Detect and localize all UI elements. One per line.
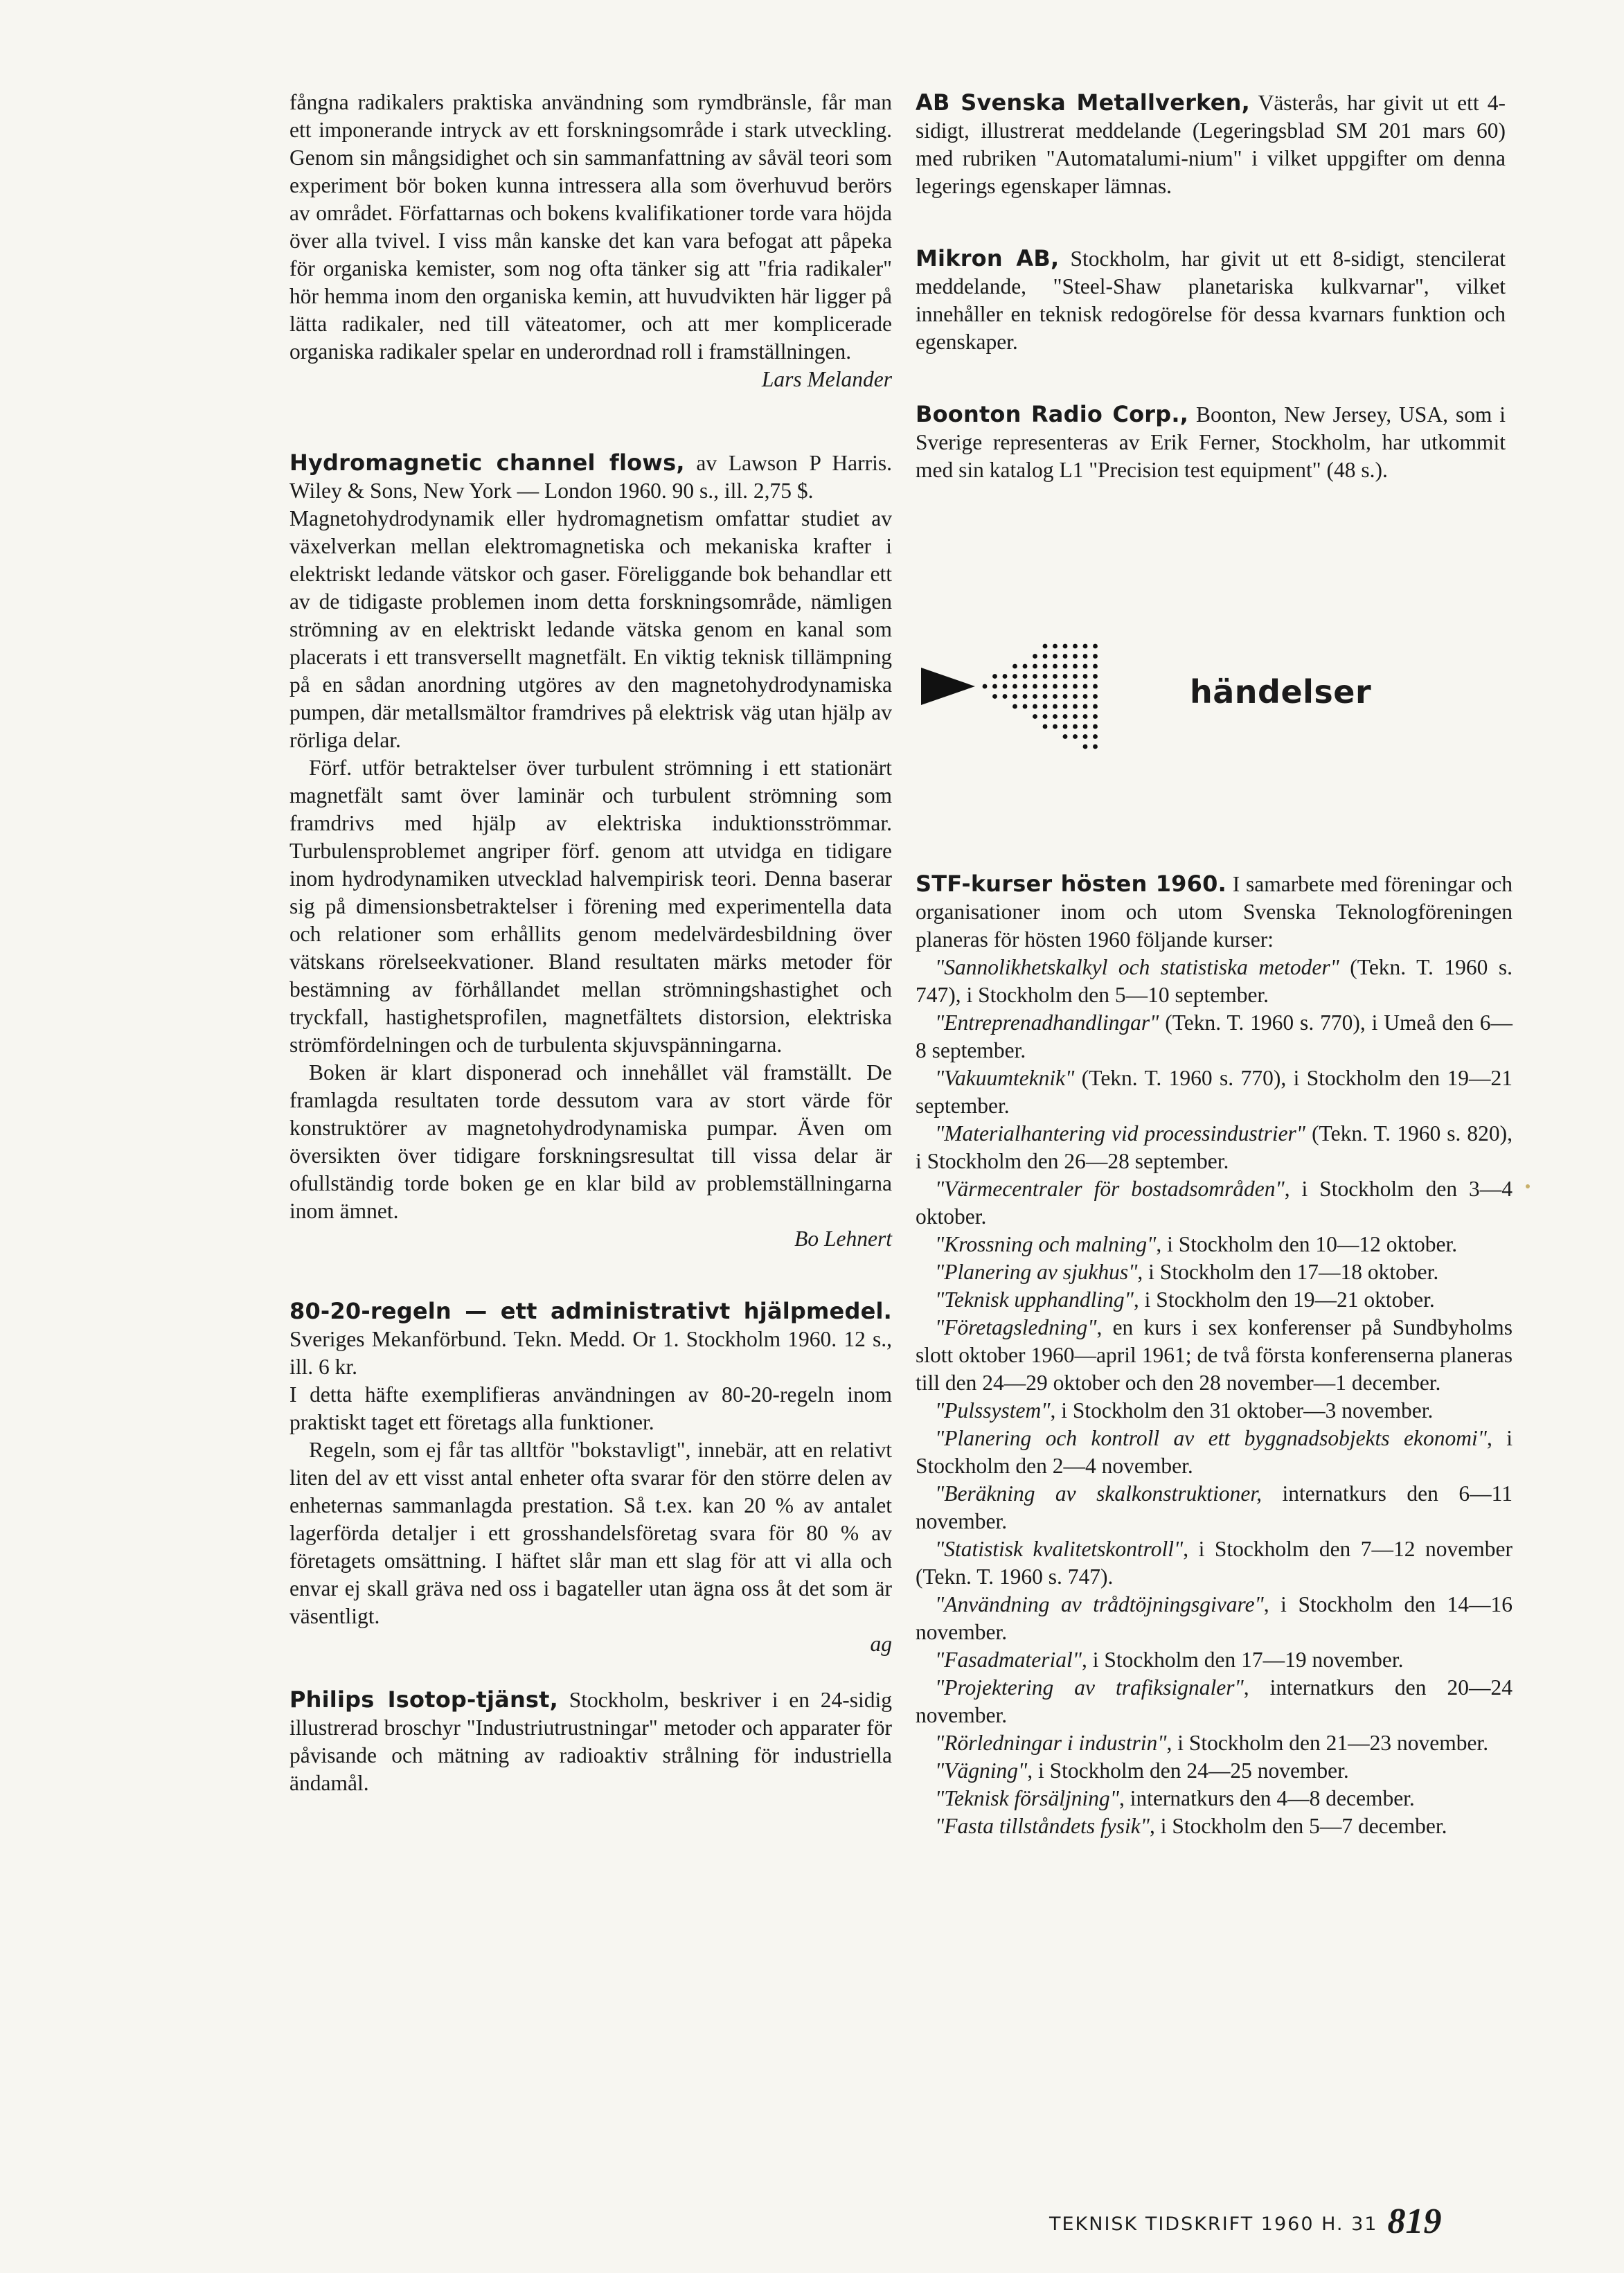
dot-mark [1063, 674, 1068, 679]
dot-mark [1053, 674, 1058, 679]
notice-text: Stockholm, beskriver i en 24-sidig illustrerad broschyr "Industriutrustningar" metoder och apparater för påvisande och mätning av radioaktiv strålning för industriella ändamål. [289, 1688, 893, 1795]
dot-mark [1023, 694, 1028, 699]
dot-mark [1063, 724, 1068, 729]
course-item [916, 1258, 1513, 1286]
course-list [916, 954, 1513, 1840]
review-signature: ag [870, 1632, 892, 1656]
dot-mark [1073, 724, 1078, 729]
right-column [916, 89, 1506, 484]
review-biblio: Sveriges Mekanförbund. Tekn. Medd. Or 1. Stockholm 1960. 12 s., ill. 6 kr. [289, 1327, 892, 1379]
page-number: 819 [1387, 2202, 1442, 2241]
course-item [916, 954, 1513, 1009]
course-details: (Tekn. T. 1960 s. 770), i Stockholm den 19—21 september. [916, 1066, 1513, 1118]
dot-mark [1053, 664, 1058, 669]
courses-title: STF-kurser hösten 1960. [916, 871, 1226, 897]
course-item [916, 1591, 1513, 1646]
dot-mark [1023, 674, 1028, 679]
dot-mark [1083, 654, 1088, 659]
course-name: "Sannolikhetskalkyl och statistiska metoder" [935, 955, 1339, 979]
course-details: , i Stockholm den 21—23 november. [1166, 1731, 1489, 1755]
dot-mark [1033, 684, 1037, 689]
course-item [916, 1785, 1513, 1812]
course-item [916, 1757, 1513, 1785]
notice-ab-metallverken [916, 89, 1506, 200]
dot-mark [1053, 714, 1058, 719]
dot-mark [1083, 694, 1088, 699]
review-hydromagnetic [289, 449, 892, 505]
dot-mark [992, 684, 997, 689]
dot-mark [1053, 684, 1058, 689]
dot-mark [1093, 745, 1098, 749]
course-name: "Vakuumteknik" [935, 1066, 1075, 1090]
course-item [916, 1314, 1513, 1397]
dot-mark [1083, 684, 1088, 689]
course-details: , i Stockholm den 17—19 november. [1081, 1648, 1404, 1672]
dot-mark [1093, 644, 1098, 649]
dot-mark [1003, 694, 1008, 699]
dot-mark [1043, 664, 1048, 669]
journal-issue: TEKNISK TIDSKRIFT 1960 H. 31 [1049, 2213, 1378, 2235]
dot-mark [992, 674, 997, 679]
dot-mark [1043, 674, 1048, 679]
dot-mark [1073, 684, 1078, 689]
dot-mark [1053, 644, 1058, 649]
dot-mark [1012, 674, 1017, 679]
course-item [916, 1397, 1513, 1425]
dot-mark [1012, 664, 1017, 669]
dot-mark [1003, 674, 1008, 679]
dot-mark [1093, 704, 1098, 709]
dot-mark [1012, 694, 1017, 699]
dot-mark [1043, 714, 1048, 719]
review-paragraph: Förf. utför betraktelser över turbulent strömning i ett stationärt magnetfält samt över laminär och turbulent strömning som framdrivs med hjälp av elektriska induktionsströmmar. Turbulensproblemet angriper förf. genom att utvidga en tidigare inom hydrodynamiken utvecklad halvempirisk teori. Denna baserar sig på dimensionsbetraktelser i förening med experimentella data och relationer som erhållits genom medelvärdesbildning över vätskans rörelseekvationer. Bland resultaten märks metoder för bestämning av förhållandet mellan strömningshastighet och tryckfall, hastighetsprofilen, magnetfältets distorsion, elektriska strömfördelningen och de turbulenta skjuvspänningarna. [289, 756, 892, 1057]
dot-mark [1033, 654, 1037, 659]
dot-mark [1093, 684, 1098, 689]
dot-mark [1093, 724, 1098, 729]
course-details: (Tekn. T. 1960 s. 820), i Stockholm den 26—28 september. [916, 1121, 1513, 1173]
course-details: , i Stockholm den 14—16 november. [916, 1592, 1513, 1644]
course-name: "Teknisk försäljning" [935, 1786, 1119, 1810]
dot-mark [1053, 694, 1058, 699]
arrow-dots-icon [921, 643, 1184, 754]
dot-mark [1063, 704, 1068, 709]
notice-text: Stockholm, har givit ut ett 8-sidigt, stencilerat meddelande, "Steel-Shaw planetariska kulkvarnar", vilket innehåller en teknisk redogörelse för dessa kvarnars funktion och egenskaper. [916, 247, 1506, 354]
courses-section [916, 870, 1513, 1840]
course-name: "Pulssystem" [935, 1398, 1051, 1423]
dot-mark [1053, 704, 1058, 709]
dot-mark [1012, 684, 1017, 689]
course-item [916, 1286, 1513, 1314]
dot-mark [1063, 654, 1068, 659]
notice-title: AB Svenska Metallverken, [916, 89, 1250, 116]
dot-mark [1063, 694, 1068, 699]
print-speck [1526, 1184, 1530, 1188]
review-paragraph: Regeln, som ej får tas alltför "bokstavligt", innebär, att en relativt liten del av ett visst antal enheter ofta svarar för den större delen av enheternas sammanlagda prestation. Så t.ex. kan 20 % av antalet lagerförda detaljer i ett grosshandelsföretag svara för 80 % av företagets omsättning. I häftet slår man ett slag för att vi alla och envar ej skall gräva ned oss i bagateller utan ägna oss åt det som är väsentligt. [289, 1438, 892, 1628]
course-item [916, 1175, 1513, 1231]
dot-mark [1063, 664, 1068, 669]
dot-mark [1043, 644, 1048, 649]
dot-mark [1053, 654, 1058, 659]
dot-mark [1083, 674, 1088, 679]
review-paragraph: Boken är klart disponerad och innehållet väl framställt. De framlagda resultaten torde dessutom vara av stort värde för konstruktörer av magnetohydrodynamiska pumpar. Även om översikten över tidigare forskningsresultat till vissa delar är ofullständig torde boken ge en klar bild av problemställningarna inom ämnet. [289, 1060, 892, 1223]
dot-mark [1023, 664, 1028, 669]
course-details: , internatkurs den 4—8 december. [1118, 1786, 1415, 1810]
course-name: "Användning av trådtöjningsgivare" [935, 1592, 1264, 1616]
dot-mark [1073, 694, 1078, 699]
dot-mark [1063, 684, 1068, 689]
section-title: händelser [1190, 673, 1372, 711]
dot-mark [1043, 684, 1048, 689]
notice-title: Boonton Radio Corp., [916, 401, 1189, 427]
course-name: "Värmecentraler för bostadsområden" [935, 1177, 1285, 1201]
courses-intro [916, 870, 1513, 954]
review-biblio: av Lawson P Harris. Wiley & Sons, New York — London 1960. 90 s., ill. 2,75 $. [289, 451, 893, 503]
dot-mark [1073, 654, 1078, 659]
dot-mark [1073, 674, 1078, 679]
course-item [916, 1535, 1513, 1591]
dot-mark [1083, 714, 1088, 719]
course-details: (Tekn. T. 1960 s. 770), i Umeå den 6—8 september. [916, 1010, 1513, 1062]
course-details: , i Stockholm den 5—7 december. [1149, 1814, 1447, 1838]
dot-mark [1093, 674, 1098, 679]
intro-signature: Lars Melander [761, 367, 892, 391]
course-name: "Planering av sjukhus" [935, 1260, 1138, 1284]
dot-mark [1093, 664, 1098, 669]
course-item [916, 1729, 1513, 1757]
dot-mark [1083, 704, 1088, 709]
dot-mark [1023, 684, 1028, 689]
course-details: , i Stockholm den 7—12 november (Tekn. T. 1960 s. 747). [916, 1537, 1513, 1589]
dot-mark [1003, 684, 1008, 689]
course-name: "Planering och kontroll av ett byggnadsobjekts ekonomi" [935, 1426, 1487, 1450]
course-details: , internatkurs den 20—24 november. [916, 1675, 1513, 1727]
dot-mark [1043, 694, 1048, 699]
dot-mark [1063, 734, 1068, 739]
notice-title: Philips Isotop-tjänst, [289, 1686, 559, 1713]
dot-mark [1073, 664, 1078, 669]
course-details: , i Stockholm den 17—18 oktober. [1137, 1260, 1439, 1284]
course-name: "Entreprenadhandlingar" [935, 1010, 1159, 1035]
dot-mark [1083, 734, 1088, 739]
course-item [916, 1064, 1513, 1120]
dot-mark [1083, 644, 1088, 649]
review-paragraph: I detta häfte exemplifieras användningen av 80-20-regeln inom praktiskt taget ett företags alla funktioner. [289, 1382, 892, 1434]
course-item [916, 1009, 1513, 1064]
dot-mark [1073, 704, 1078, 709]
course-details: , i Stockholm den 31 oktober—3 november. [1050, 1398, 1434, 1423]
review-title: Hydromagnetic channel flows, [289, 449, 685, 476]
course-name: "Fasadmaterial" [935, 1648, 1082, 1672]
course-details: internatkurs den 6—11 november. [916, 1481, 1513, 1533]
dot-mark [1073, 714, 1078, 719]
dot-mark [1083, 664, 1088, 669]
courses-intro-text: I samarbete med föreningar och organisationer inom och utom Svenska Teknologföreningen planeras för hösten 1960 följande kurser: [916, 872, 1513, 952]
course-item [916, 1646, 1513, 1674]
left-column [289, 89, 892, 1797]
course-details: , i Stockholm den 19—21 oktober. [1133, 1287, 1435, 1312]
course-item [916, 1812, 1513, 1840]
review-8020 [289, 1297, 892, 1381]
course-name: "Krossning och malning" [935, 1232, 1157, 1256]
course-name: "Statistisk kvalitetskontroll" [935, 1537, 1184, 1561]
notice-title: Mikron AB, [916, 245, 1060, 271]
notice-text: Boonton, New Jersey, USA, som i Sverige representeras av Erik Ferner, Stockholm, har utkommit med sin katalog L1 "Precision test equipment" (48 s.). [916, 402, 1506, 482]
dot-mark [1083, 745, 1088, 749]
dot-mark [992, 694, 997, 699]
notice-mikron [916, 244, 1506, 356]
course-item [916, 1120, 1513, 1175]
course-details: , i Stockholm den 24—25 november. [1027, 1758, 1349, 1783]
dot-mark [1053, 724, 1058, 729]
dot-mark [1083, 724, 1088, 729]
course-details: , en kurs i sex konferenser på Sundbyholms slott oktober 1960—april 1961; de två första konferenserna planeras till den 24—29 oktober och den 28 november—1 december. [916, 1315, 1513, 1395]
course-item [916, 1231, 1513, 1258]
course-details: , i Stockholm den 10—12 oktober. [1156, 1232, 1458, 1256]
course-name: "Fasta tillståndets fysik" [935, 1814, 1150, 1838]
dot-mark [1033, 664, 1037, 669]
dot-mark [1033, 704, 1037, 709]
dot-mark [1073, 734, 1078, 739]
course-name: "Beräkning av skalkonstruktioner, [935, 1481, 1262, 1506]
notice-philips [289, 1686, 892, 1797]
intro-text: fångna radikalers praktiska användning som rymdbränsle, får man ett imponerande intryck av ett forskningsområde i stark utveckling. Genom sin mångsidighet och sin sammanfattning av såväl teori som experiment bör boken kunna intressera alla som överhuvud berörs av området. Författarnas och bokens kvalifikationer torde vara höjda över alla tvivel. I viss mån kanske det kan vara befogat att påpeka för organiska kemister, som nog ofta tänker sig att "fria radikaler" hör hemma inom den organiska kemin, att huvudvikten här ligger på lätta radikaler, ned till väteatomer, och att mer komplicerade organiska radikaler spelar en underordnad roll i framställningen. [289, 90, 892, 364]
review-paragraph: Magnetohydrodynamik eller hydromagnetism omfattar studiet av växelverkan mellan elektromagnetiska och mekaniska krafter i elektriskt ledande vätskor och gaser. Föreliggande bok behandlar ett av de tidigaste problemen inom detta forskningsområde, nämligen strömning av en elektriskt ledande vätska genom en kanal som placerats i ett transversellt magnetfält. En viktig teknisk tillämpning på en sådan anordning utgöres av den magnetohydrodynamiska pumpen, där metallsmältor framdrives på elektrisk väg utan hjälp av rörliga delar. [289, 506, 892, 752]
course-details: (Tekn. T. 1960 s. 747), i Stockholm den 5—10 september. [916, 955, 1513, 1007]
course-item [916, 1674, 1513, 1729]
dot-mark [1093, 694, 1098, 699]
dot-mark [1043, 704, 1048, 709]
dot-mark [1012, 704, 1017, 709]
course-item [916, 1480, 1513, 1535]
dot-mark [1043, 654, 1048, 659]
course-item [916, 1425, 1513, 1480]
review-title: 80-20-regeln — ett administrativt hjälpmedel. [289, 1298, 892, 1324]
dot-mark [1033, 674, 1037, 679]
dot-mark [1023, 704, 1028, 709]
course-details: , i Stockholm den 2—4 november. [916, 1426, 1513, 1478]
notice-text: Västerås, har givit ut ett 4-sidigt, illustrerat meddelande (Legeringsblad SM 201 mars 60) med rubriken "Automatalumi-nium" i vilket uppgifter om denna legerings egenskaper lämnas. [916, 91, 1506, 198]
course-name: "Projektering av trafiksignaler" [935, 1675, 1244, 1700]
course-details: , i Stockholm den 3—4 oktober. [916, 1177, 1513, 1229]
dot-mark [1063, 714, 1068, 719]
dot-mark [1033, 714, 1037, 719]
course-name: "Rörledningar i industrin" [935, 1731, 1167, 1755]
section-header-handelser [921, 643, 1544, 754]
review-signature: Bo Lehnert [794, 1227, 892, 1251]
notice-boonton [916, 400, 1506, 484]
course-name: "Teknisk upphandling" [935, 1287, 1134, 1312]
dot-mark [1093, 654, 1098, 659]
course-name: "Företagsledning" [935, 1315, 1097, 1339]
dot-mark [1093, 714, 1098, 719]
dot-mark [1063, 644, 1068, 649]
dot-mark [983, 684, 988, 689]
dot-mark [1073, 644, 1078, 649]
dot-mark [1033, 694, 1037, 699]
course-name: "Materialhantering vid processindustrier" [935, 1121, 1306, 1146]
dot-mark [1043, 724, 1048, 729]
page-footer [1049, 2201, 1492, 2242]
dot-mark [1093, 734, 1098, 739]
course-name: "Vägning" [935, 1758, 1028, 1783]
